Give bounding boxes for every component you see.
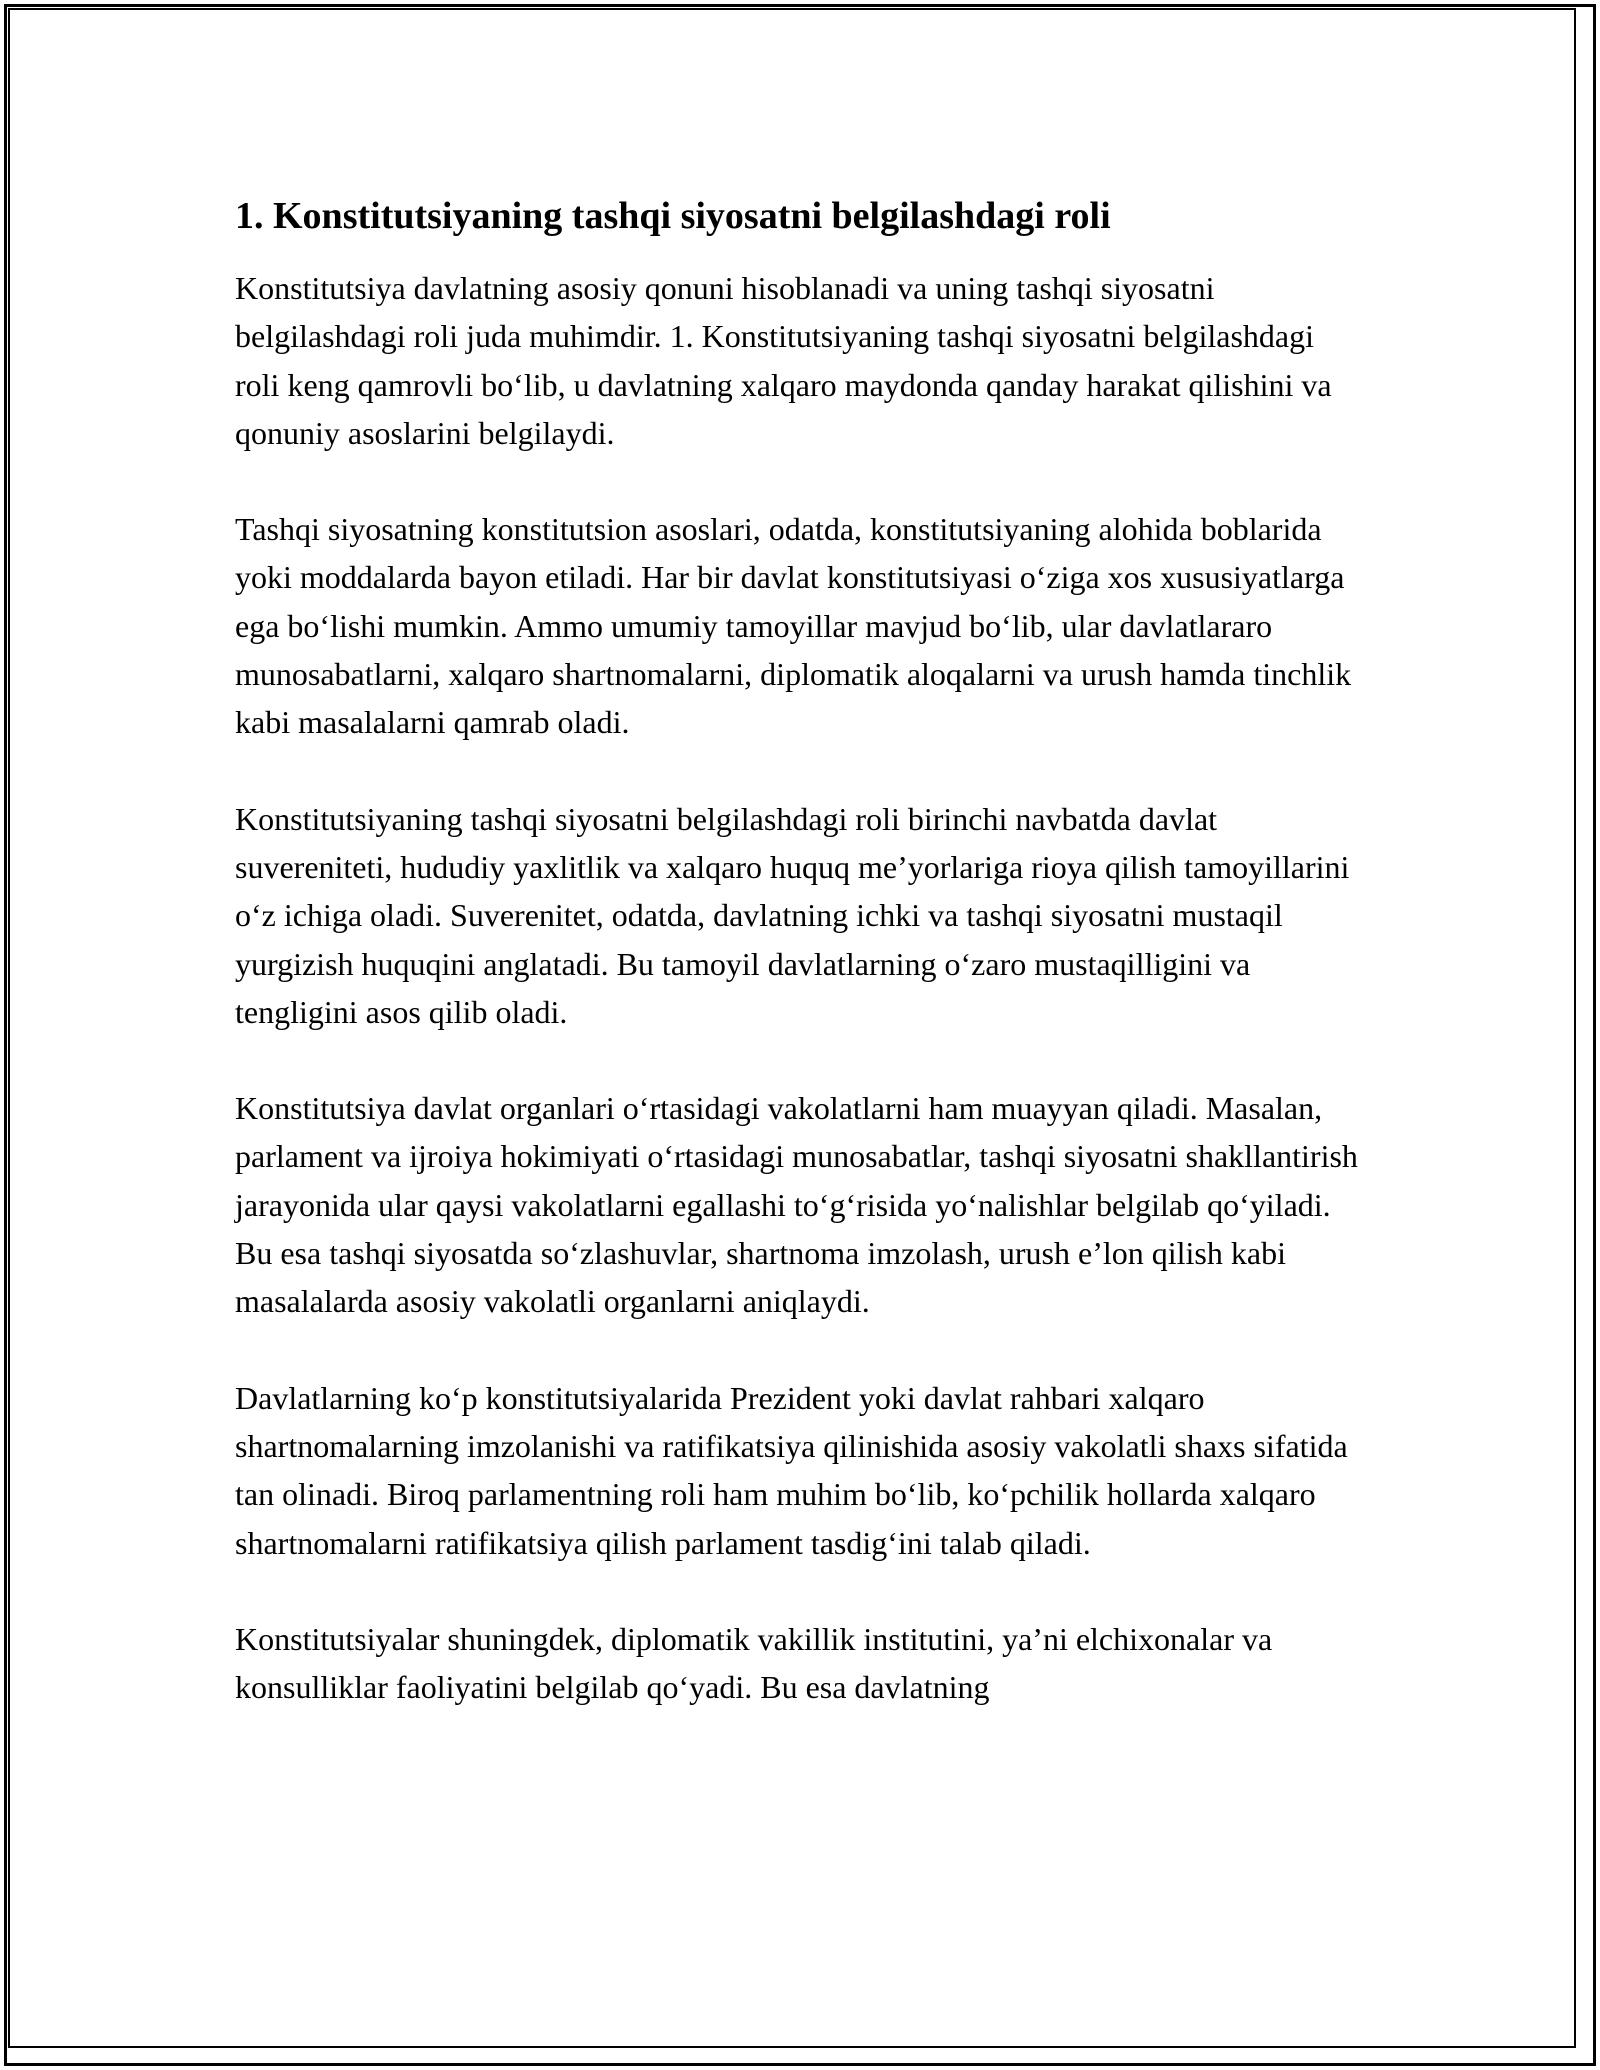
paragraph: Konstitutsiya davlatning asosiy qonuni hisoblanadi va uning tashqi siyosatni belgilashdagi roli juda muhimdir. 1. Konstitutsiyaning tashqi siyosatni belgilashdagi roli keng qamrovli bo‘lib, u davlatning xalqaro maydonda qanday harakat qilishini va qonuniy asoslarini belgilaydi. bbox=[235, 270, 1332, 451]
paragraph: Konstitutsiyaning tashqi siyosatni belgilashdagi roli birinchi navbatda davlat suvereniteti, hududiy yaxlitlik va xalqaro huquq me’yorlariga rioya qilish tamoyillarini o‘z ichiga oladi. Suverenitet, odatda, davlatning ichki va tashqi siyosatni mustaqil yurgizish huquqini anglatadi. Bu tamoyil davlatlarning o‘zaro mustaqilligini va tengligini asos qilib oladi. bbox=[235, 800, 1350, 1030]
paragraph: Konstitutsiyalar shuningdek, diplomatik vakillik institutini, ya’ni elchixonalar va konsulliklar faoliyatini belgilab qo‘yadi. Bu esa davlatning bbox=[235, 1620, 1273, 1706]
section-heading: 1. Konstitutsiyaning tashqi siyosatni belgilashdagi roli bbox=[235, 195, 1111, 237]
paragraph: Konstitutsiya davlat organlari o‘rtasidagi vakolatlarni ham muayyan qiladi. Masalan, parlament va ijroiya hokimiyati o‘rtasidagi munosabatlar, tashqi siyosatni shakllantirish jarayonida ular qaysi vakolatlarni egallashi to‘g‘risida yo‘nalishlar belgilab qo‘yiladi. Bu esa tashqi siyosatda so‘zlashuvlar, shartnoma imzolash, urush e’lon qilish kabi masalalarda asosiy vakolatli organlarni aniqlaydi. bbox=[235, 1090, 1358, 1320]
paragraph: Davlatlarning ko‘p konstitutsiyalarida Prezident yoki davlat rahbari xalqaro shartnomalarning imzolanishi va ratifikatsiya qilinishida asosiy vakolatli shaxs sifatida tan olinadi. Biroq parlamentning roli ham muhim bo‘lib, ko‘pchilik hollarda xalqaro shartnomalarni ratifikatsiya qilish parlament tasdig‘ini talab qiladi. bbox=[235, 1379, 1348, 1561]
document-body bbox=[235, 180, 1365, 1759]
paragraph: Tashqi siyosatning konstitutsion asoslari, odatda, konstitutsiyaning alohida boblarida yoki moddalarda bayon etiladi. Har bir davlat konstitutsiyasi o‘ziga xos xususiyatlarga ega bo‘lishi mumkin. Ammo umumiy tamoyillar mavjud bo‘lib, ular davlatlararo munosabatlarni, xalqaro shartnomalarni, diplomatik aloqalarni va urush hamda tinchlik kabi masalalarni qamrab oladi. bbox=[235, 511, 1352, 741]
